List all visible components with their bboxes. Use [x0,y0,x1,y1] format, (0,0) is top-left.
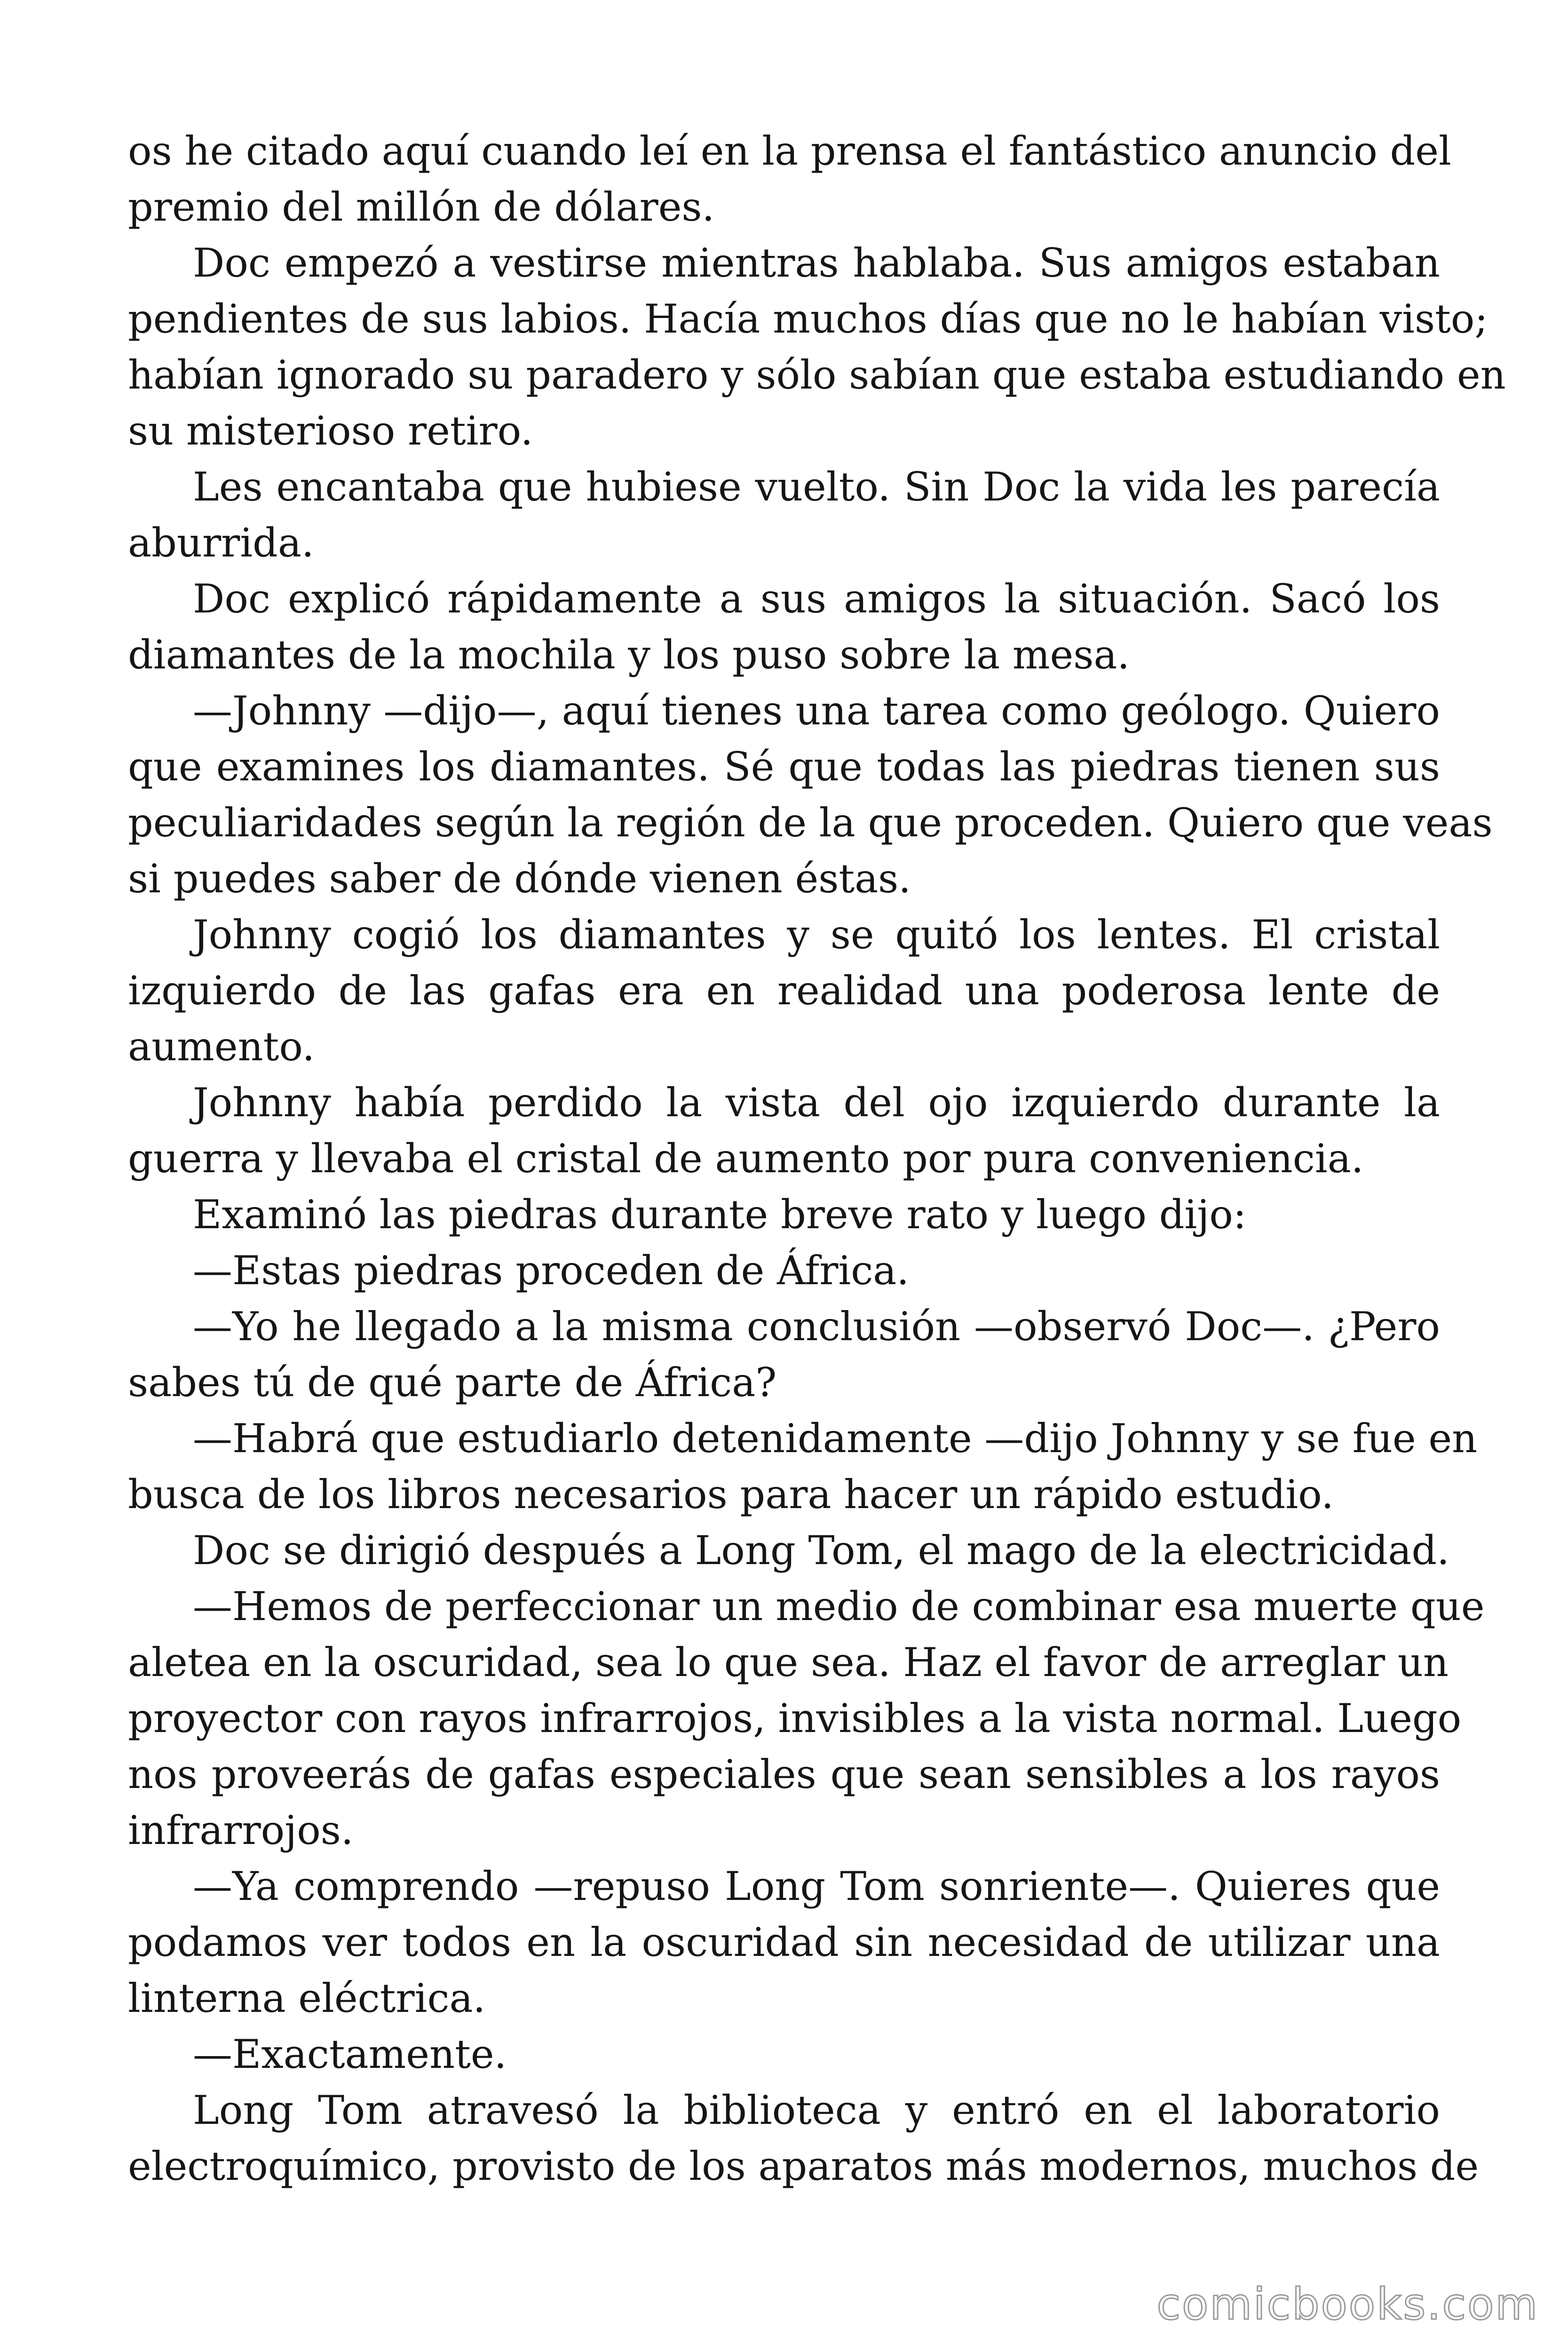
text-line: proyector con rayos infrarrojos, invisibles a la vista normal. Luego [128,1695,1462,1741]
text-line: que examines los diamantes. Sé que todas las piedras tienen sus [128,744,1440,790]
text-line: su misterioso retiro. [128,408,533,454]
text-line: Doc explicó rápidamente a sus amigos la situación. Sacó los [193,576,1440,622]
text-line: Long Tom atravesó la biblioteca y entró en el laboratorio [193,2087,1440,2133]
text-line: diamantes de la mochila y los puso sobre la mesa. [128,632,1130,678]
text-line: guerra y llevaba el cristal de aumento por pura conveniencia. [128,1136,1364,1182]
text-line: podamos ver todos en la oscuridad sin necesidad de utilizar una [128,1919,1440,1965]
text-line: —Habrá que estudiarlo detenidamente —dijo Johnny y se fue en [193,1415,1478,1462]
text-line: habían ignorado su paradero y sólo sabían que estaba estudiando en [128,352,1506,398]
text-line: —Estas piedras proceden de África. [193,1248,910,1294]
text-line: aumento. [128,1024,315,1070]
text-line: Johnny había perdido la vista del ojo izquierdo durante la [193,1080,1440,1126]
text-line: os he citado aquí cuando leí en la prensa el fantástico anuncio del [128,128,1451,174]
text-line: infrarrojos. [128,1807,354,1853]
text-line: Doc se dirigió después a Long Tom, el mago de la electricidad. [193,1527,1449,1573]
text-line: peculiaridades según la región de la que proceden. Quiero que veas [128,800,1493,846]
text-line: pendientes de sus labios. Hacía muchos días que no le habían visto; [128,296,1488,342]
text-line: —Hemos de perfeccionar un medio de combinar esa muerte que [193,1583,1485,1629]
watermark: comicbooks.com [1156,2279,1539,2329]
text-line: —Yo he llegado a la misma conclusión —observó Doc—. ¿Pero [193,1303,1440,1350]
text-line: Doc empezó a vestirse mientras hablaba. Sus amigos estaban [193,240,1440,286]
text-line: nos proveerás de gafas especiales que sean sensibles a los rayos [128,1751,1440,1797]
text-line: electroquímico, provisto de los aparatos más modernos, muchos de [128,2143,1479,2189]
text-line: premio del millón de dólares. [128,184,715,230]
text-line: linterna eléctrica. [128,1975,486,2021]
text-line: —Ya comprendo —repuso Long Tom sonriente—. Quieres que [193,1863,1440,1909]
text-line: —Exactamente. [193,2031,507,2077]
text-line: busca de los libros necesarios para hacer un rápido estudio. [128,1471,1334,1518]
text-line: Johnny cogió los diamantes y se quitó los lentes. El cristal [193,912,1440,958]
text-line: sabes tú de qué parte de África? [128,1359,777,1406]
text-line: aburrida. [128,520,314,566]
text-line: Examinó las piedras durante breve rato y luego dijo: [193,1192,1247,1238]
text-line: si puedes saber de dónde vienen éstas. [128,856,911,902]
text-line: —Johnny —dijo—, aquí tienes una tarea como geólogo. Quiero [193,688,1440,734]
page-body [128,123,1506,2194]
text-line: izquierdo de las gafas era en realidad una poderosa lente de [128,968,1440,1014]
text-line: Les encantaba que hubiese vuelto. Sin Doc la vida les parecía [193,464,1440,510]
text-line: aletea en la oscuridad, sea lo que sea. Haz el favor de arreglar un [128,1639,1449,1685]
